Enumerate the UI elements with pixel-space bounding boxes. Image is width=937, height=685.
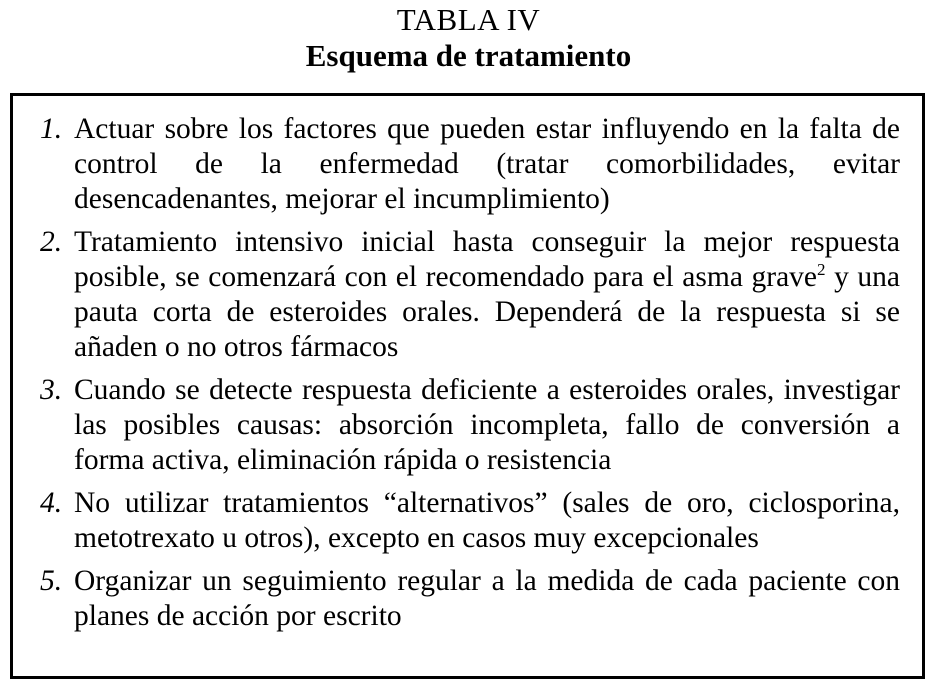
table-title: Esquema de tratamiento [305,38,632,73]
item-text: Actuar sobre los factores que pueden estar influyendo en la falta de control de la enfermedad (tratar comorbilidades, evitar desencadenantes, mejorar el incumplimiento) [74,113,900,215]
item-text-part-2: y una pauta corta de esteroides orales. Dependerá de la respuesta si se añaden o no otros fármacos [74,261,901,363]
item-number: 3. [40,374,63,406]
item-text-part-1: Tratamiento intensivo inicial hasta conseguir la mejor respuesta posible, se comenzará con el recomendado para el asma grave [74,226,900,293]
item-number: 4. [40,487,63,519]
list-item [40,486,900,556]
item-number: 1. [40,113,63,145]
list-item [40,112,900,217]
treatment-scheme-box [10,93,925,679]
item-number: 2. [40,226,63,258]
item-text: No utilizar tratamientos “alternativos” (sales de oro, ciclosporina, metotrexato u otros), excepto en casos muy excepcionales [74,487,900,554]
item-text: Organizar un seguimiento regular a la medida de cada paciente con planes de acción por escrito [74,565,900,632]
list-item [40,564,900,634]
footnote-reference: 2 [817,260,826,279]
table-label: TABLA IV [396,2,541,37]
item-number: 5. [40,565,63,597]
list-item [40,373,900,478]
treatment-steps-list [40,112,900,642]
item-text: Cuando se detecte respuesta deficiente a esteroides orales, investigar las posibles causas: absorción incompleta, fallo de conversión a forma activa, eliminación rápida o resistencia [74,374,900,476]
list-item [40,225,900,365]
